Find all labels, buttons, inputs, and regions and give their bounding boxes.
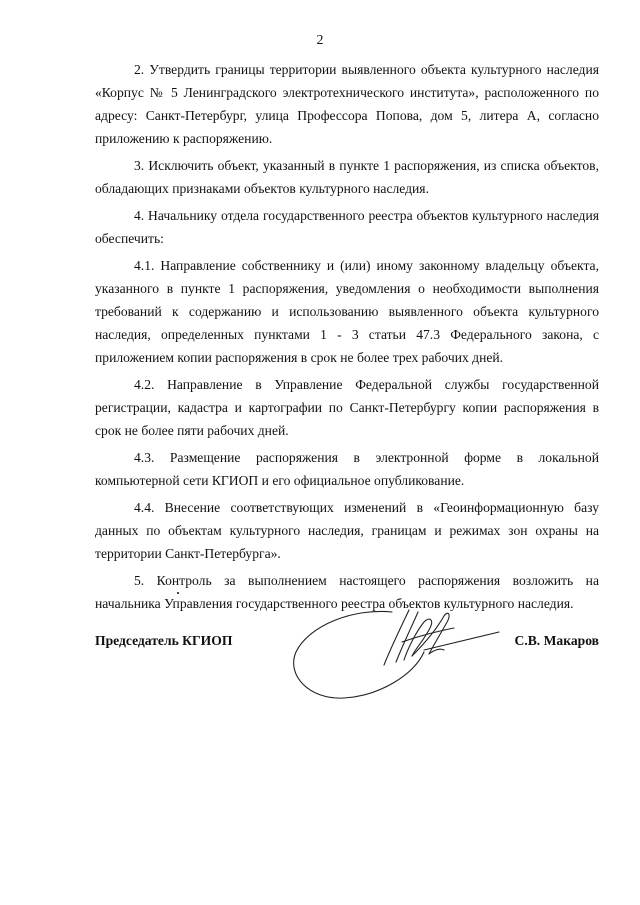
paragraph-4-3: 4.3. Размещение распоряжения в электронной форме в локальной компьютерной сети КГИОП и его официальное опубликование. [95,450,599,488]
handwritten-signature [284,590,514,715]
paragraph-4-1: 4.1. Направление собственнику и (или) иному законному владельцу объекта, указанного в пункте 1 распоряжения, уведомления о необходимости выполнения требований к содержанию и использованию выявленного объекта культурного наследия, определенных пунктами 1 - 3 статьи 47.3 Федерального закона, с приложением копии распоряжения в срок не более трех рабочих дней. [95,258,599,365]
signatory-title: Председатель КГИОП [95,633,233,648]
paragraph-3: 3. Исключить объект, указанный в пункте 1 распоряжения, из списка объектов, обладающих признаками объектов культурного наследия. [95,158,599,196]
paragraph-5: 5. Контроль за выполнением настоящего распоряжения возложить на начальника Управления государственного реестра объектов культурного наследия. [95,573,599,611]
paragraph-4: 4. Начальнику отдела государственного реестра объектов культурного наследия обеспечить: [95,208,599,246]
paragraph-2: 2. Утвердить границы территории выявленного объекта культурного наследия «Корпус № 5 Ленинградского электротехнического института», расположенного по адресу: Санкт-Петербург, улица Профессора Попова, дом 5, литера А, согласно приложению к распоряжению. [95,62,599,146]
stray-mark [177,592,179,594]
document-body [95,58,599,619]
signatory-name: С.В. Макаров [514,633,599,648]
page-number: 2 [316,33,324,48]
paragraph-4-2: 4.2. Направление в Управление Федеральной службы государственной регистрации, кадастра и картографии по Санкт-Петербургу копии распоряжения в срок не более пяти рабочих дней. [95,377,599,438]
paragraph-4-4: 4.4. Внесение соответствующих изменений в «Геоинформационную базу данных по объектам культурного наследия, границам и режимах зон охраны на территории Санкт-Петербурга». [95,500,599,561]
